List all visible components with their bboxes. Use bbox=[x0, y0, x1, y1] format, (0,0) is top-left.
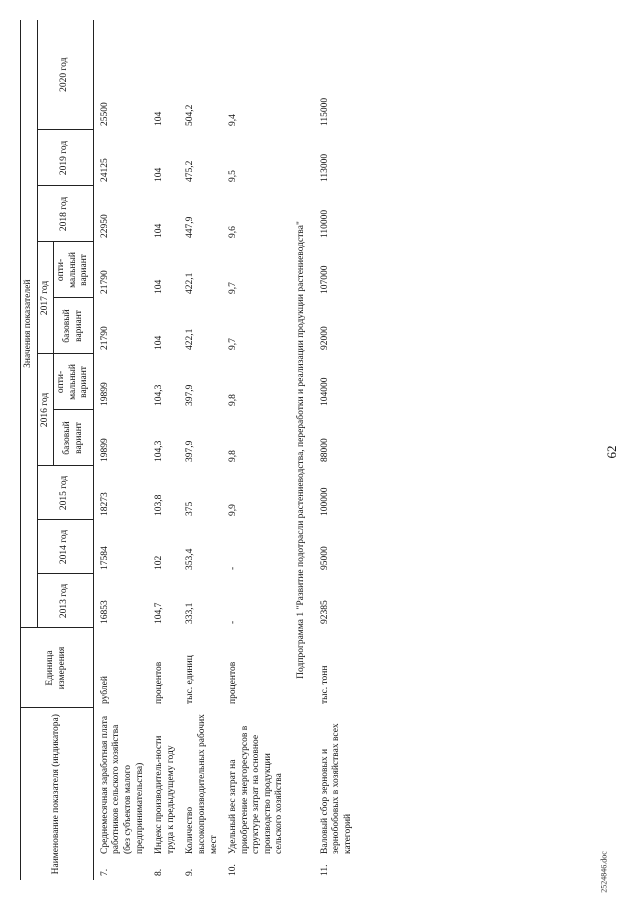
value-2017-optimal: 104 bbox=[154, 279, 165, 294]
indicator-name: Удельный вес затрат на приобретение энергоресурсов в структуре затрат на основное производство продукции сельского хозяйства bbox=[228, 725, 285, 854]
year-2014-header: 2014 год bbox=[37, 520, 93, 574]
value-2019: 104 bbox=[154, 167, 165, 182]
row-number: 10. bbox=[228, 864, 239, 876]
indicator-name: Валовый сбор зерновых и зернобобовых в хозяйствах всех категорий bbox=[319, 723, 353, 854]
subprogram-row bbox=[288, 20, 314, 880]
value-2017-base: 422,1 bbox=[185, 328, 196, 350]
value-2019: 475,2 bbox=[185, 160, 196, 182]
unit: процентов bbox=[154, 661, 165, 704]
value-2017-optimal: 21790 bbox=[99, 270, 110, 294]
value-2017-base: 92000 bbox=[319, 326, 330, 350]
row-number: 7. bbox=[99, 868, 110, 876]
table-row bbox=[222, 20, 288, 880]
value-2014: 102 bbox=[154, 555, 165, 570]
value-2020: 115000 bbox=[319, 97, 330, 126]
value-2016-optimal: 397,9 bbox=[185, 384, 196, 406]
year-2016-header: 2016 год bbox=[37, 354, 54, 466]
indicators-table bbox=[20, 20, 356, 880]
table-row bbox=[179, 20, 222, 880]
variant-optimal-2016: опти-мальный вариант bbox=[54, 354, 94, 410]
value-2019: 9,5 bbox=[228, 170, 239, 182]
value-2017-base: 104 bbox=[154, 335, 165, 350]
value-2019: 24125 bbox=[99, 158, 110, 182]
year-2013-header: 2013 год bbox=[37, 574, 93, 628]
variant-base-2017: базовый вариант bbox=[54, 298, 94, 354]
row-number: 9. bbox=[185, 868, 196, 876]
year-2019-header: 2019 год bbox=[37, 130, 93, 186]
value-2016-base: 19899 bbox=[99, 438, 110, 462]
value-2016-base: 88000 bbox=[319, 438, 330, 462]
variant-optimal-2017: опти-мальный вариант bbox=[54, 242, 94, 298]
unit: тыс. единиц bbox=[185, 655, 196, 704]
indicator-name: Индекс производитель-ности труда к предыдущему году bbox=[154, 735, 176, 854]
value-2016-optimal: 9,8 bbox=[228, 394, 239, 406]
value-2017-optimal: 422,1 bbox=[185, 272, 196, 294]
year-2020-header: 2020 год bbox=[37, 20, 93, 130]
subprogram-title: Подпрограмма 1 "Развитие подотрасли растениеводства, переработки и реализации продукции растениеводства" bbox=[295, 221, 306, 679]
value-2015: 103,8 bbox=[154, 494, 165, 516]
unit-header: Единица измерения bbox=[21, 628, 94, 708]
value-2013: - bbox=[228, 620, 239, 624]
value-2018: 104 bbox=[154, 223, 165, 238]
value-2017-base: 9,7 bbox=[228, 338, 239, 350]
value-2020: 504,2 bbox=[185, 104, 196, 126]
value-2019: 113000 bbox=[319, 153, 330, 182]
table-row bbox=[93, 20, 148, 880]
year-2017-header: 2017 год bbox=[37, 242, 54, 354]
value-2013: 333,1 bbox=[185, 602, 196, 624]
table-row bbox=[148, 20, 179, 880]
value-2016-optimal: 104000 bbox=[319, 377, 330, 406]
unit: процентов bbox=[228, 661, 239, 704]
indicator-name-header: Наименование показателя (индикатора) bbox=[21, 708, 94, 880]
value-2020: 9,4 bbox=[228, 114, 239, 126]
value-2017-base: 21790 bbox=[99, 326, 110, 350]
value-2016-base: 104,3 bbox=[154, 440, 165, 462]
page-number: 62 bbox=[604, 445, 619, 459]
variant-base-2016: базовый вариант bbox=[54, 410, 94, 466]
value-2016-optimal: 104,3 bbox=[154, 384, 165, 406]
value-2016-optimal: 19899 bbox=[99, 382, 110, 406]
value-2015: 375 bbox=[185, 501, 196, 516]
value-2014: 17584 bbox=[99, 546, 110, 570]
year-2015-header: 2015 год bbox=[37, 466, 93, 520]
value-2018: 9,6 bbox=[228, 226, 239, 238]
rotated-page-content bbox=[20, 20, 606, 880]
value-2017-optimal: 9,7 bbox=[228, 282, 239, 294]
value-2013: 92385 bbox=[319, 600, 330, 624]
row-number: 11. bbox=[319, 864, 330, 876]
indicator-name: Количество высокопроизводительных рабочих мест bbox=[185, 714, 219, 854]
value-2020: 25500 bbox=[99, 102, 110, 126]
value-2014: 95000 bbox=[319, 546, 330, 570]
value-2013: 104,7 bbox=[154, 602, 165, 624]
values-group-header: Значения показателей bbox=[21, 20, 38, 628]
value-2015: 9,9 bbox=[228, 504, 239, 516]
value-2018: 110000 bbox=[319, 209, 330, 238]
value-2017-optimal: 107000 bbox=[319, 265, 330, 294]
value-2013: 16853 bbox=[99, 600, 110, 624]
value-2016-base: 9,8 bbox=[228, 450, 239, 462]
value-2018: 447,9 bbox=[185, 216, 196, 238]
document-code: 2524846.doc bbox=[599, 851, 609, 893]
unit: тыс. тонн bbox=[319, 665, 330, 704]
value-2015: 100000 bbox=[319, 487, 330, 516]
table-row bbox=[314, 20, 357, 880]
value-2018: 22950 bbox=[99, 214, 110, 238]
value-2014: 353,4 bbox=[185, 548, 196, 570]
year-2018-header: 2018 год bbox=[37, 186, 93, 242]
value-2016-base: 397,9 bbox=[185, 440, 196, 462]
indicator-name: Среднемесячная заработная плата работников сельского хозяйства (без субъектов малого предпринимательства) bbox=[99, 715, 145, 854]
row-number: 8. bbox=[154, 868, 165, 876]
value-2015: 18273 bbox=[99, 492, 110, 516]
value-2014: - bbox=[228, 566, 239, 570]
value-2020: 104 bbox=[154, 111, 165, 126]
unit: рублей bbox=[99, 676, 110, 704]
